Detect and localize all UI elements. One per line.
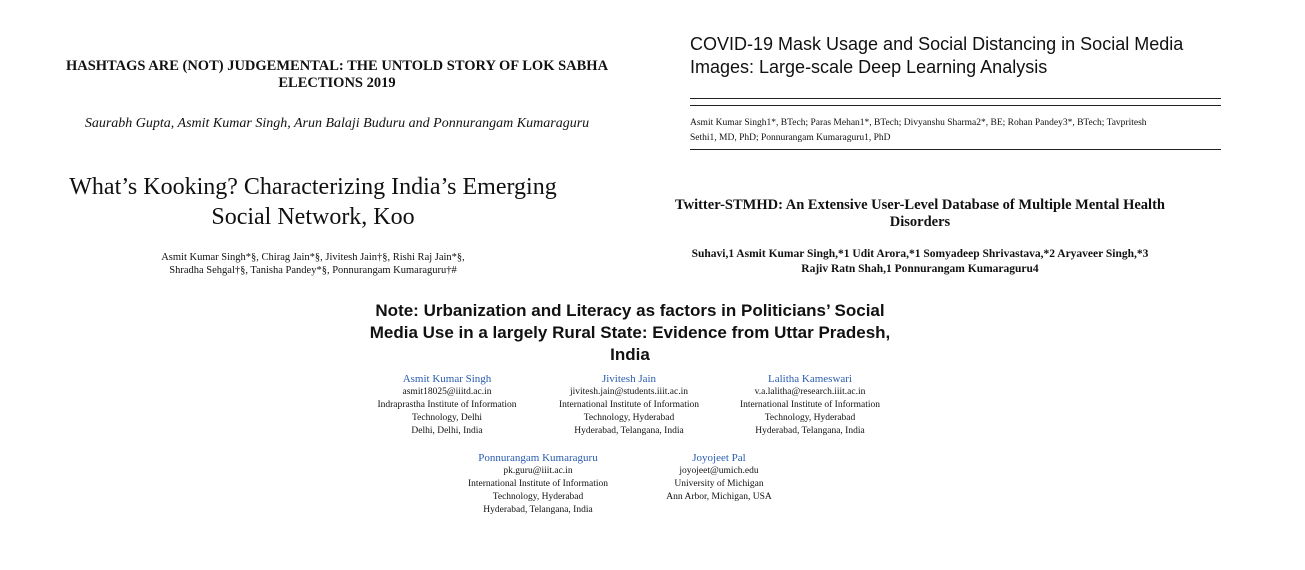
author-email: pk.guru@iiit.ac.in	[503, 466, 573, 476]
paper-4-title-line-2: Disorders	[889, 214, 951, 230]
paper-3-authors-line-1: Asmit Kumar Singh*§, Chirag Jain*§, Jivitesh Jain†§, Rishi Raj Jain*§,	[161, 252, 465, 263]
paper-5-title-line-1: Note: Urbanization and Literacy as factors in Politicians’ Social	[375, 301, 885, 320]
paper-2-authors-line-2: Sethi1, MD, PhD; Ponnurangam Kumaraguru1, PhD	[690, 133, 891, 143]
paper-4-authors-line-1: Suhavi,1 Asmit Kumar Singh,*1 Udit Arora,*1 Somyadeep Shrivastava,*2 Aryaveer Singh,*3	[691, 248, 1149, 260]
author-name: Joyojeet Pal	[692, 452, 746, 464]
author-card	[534, 373, 724, 438]
paper-3-title-line-2: Social Network, Koo	[211, 204, 415, 230]
paper-4-authors-line-2: Rajiv Ratn Shah,1 Ponnurangam Kumaraguru4	[801, 263, 1039, 275]
paper-4-authors	[640, 247, 1200, 277]
paper-2-authors-line-1: Asmit Kumar Singh1*, BTech; Paras Mehan1*, BTech; Divyanshu Sharma2*, BE; Rohan Pandey3*, BTech; Tavpritesh	[690, 118, 1147, 128]
paper-2-divider-top	[690, 98, 1221, 99]
author-affiliation: Technology, Hyderabad	[583, 413, 675, 423]
author-card	[715, 373, 905, 438]
paper-1-title-line-1: HASHTAGS ARE (NOT) JUDGEMENTAL: THE UNTOLD STORY OF LOK SABHA	[65, 58, 609, 74]
paper-2-title-line-1: COVID-19 Mask Usage and Social Distancing in Social Media	[690, 34, 1184, 54]
paper-3-authors	[28, 251, 598, 277]
author-affiliation: Hyderabad, Telangana, India	[755, 426, 865, 436]
paper-5-title	[330, 300, 930, 366]
paper-3-title	[28, 172, 598, 232]
author-affiliation: Hyderabad, Telangana, India	[483, 505, 593, 515]
author-affiliation: International Institute of Information	[467, 479, 609, 489]
paper-2-authors	[690, 116, 1230, 146]
author-name: Lalitha Kameswari	[768, 373, 852, 385]
author-affiliation: Technology, Hyderabad	[764, 413, 856, 423]
author-name: Asmit Kumar Singh	[402, 373, 492, 385]
author-affiliation: Technology, Delhi	[412, 413, 482, 423]
author-affiliation: Indraprastha Institute of Information	[377, 400, 517, 410]
author-affiliation: University of Michigan	[674, 479, 764, 489]
author-card	[443, 452, 633, 517]
paper-5-title-line-2: Media Use in a largely Rural State: Evidence from Uttar Pradesh,	[369, 323, 891, 342]
author-affiliation: Delhi, Delhi, India	[411, 426, 483, 436]
paper-1-authors: Saurabh Gupta, Asmit Kumar Singh, Arun Balaji Buduru and Ponnurangam Kumaraguru	[84, 116, 590, 131]
paper-2-title	[690, 33, 1250, 79]
author-email: jivitesh.jain@students.iiit.ac.in	[570, 387, 688, 397]
paper-2-divider-middle	[690, 105, 1221, 106]
paper-1-title	[28, 58, 646, 92]
paper-5-title-line-3: India	[610, 345, 650, 364]
author-name: Ponnurangam Kumaraguru	[478, 452, 598, 464]
paper-4-title	[640, 197, 1200, 231]
paper-3-authors-line-2: Shradha Sehgal†§, Tanisha Pandey*§, Ponnurangam Kumaraguru†#	[169, 265, 457, 276]
author-affiliation: Hyderabad, Telangana, India	[574, 426, 684, 436]
paper-2-title-line-2: Images: Large-scale Deep Learning Analysis	[690, 57, 1048, 77]
paper-4-title-line-1: Twitter-STMHD: An Extensive User-Level Database of Multiple Mental Health	[675, 197, 1165, 213]
author-affiliation: International Institute of Information	[739, 400, 881, 410]
author-email: asmit18025@iiitd.ac.in	[402, 387, 492, 397]
author-email: joyojeet@umich.edu	[679, 466, 759, 476]
paper-2-divider-bottom	[690, 149, 1221, 150]
author-card	[352, 373, 542, 438]
author-card	[624, 452, 814, 504]
author-name: Jivitesh Jain	[601, 373, 657, 385]
paper-3-title-line-1: What’s Kooking? Characterizing India’s Emerging	[69, 174, 557, 200]
paper-1-title-line-2: ELECTIONS 2019	[278, 75, 396, 91]
author-affiliation: Ann Arbor, Michigan, USA	[666, 492, 772, 502]
author-affiliation: International Institute of Information	[558, 400, 700, 410]
author-email: v.a.lalitha@research.iiit.ac.in	[754, 387, 866, 397]
author-affiliation: Technology, Hyderabad	[492, 492, 584, 502]
